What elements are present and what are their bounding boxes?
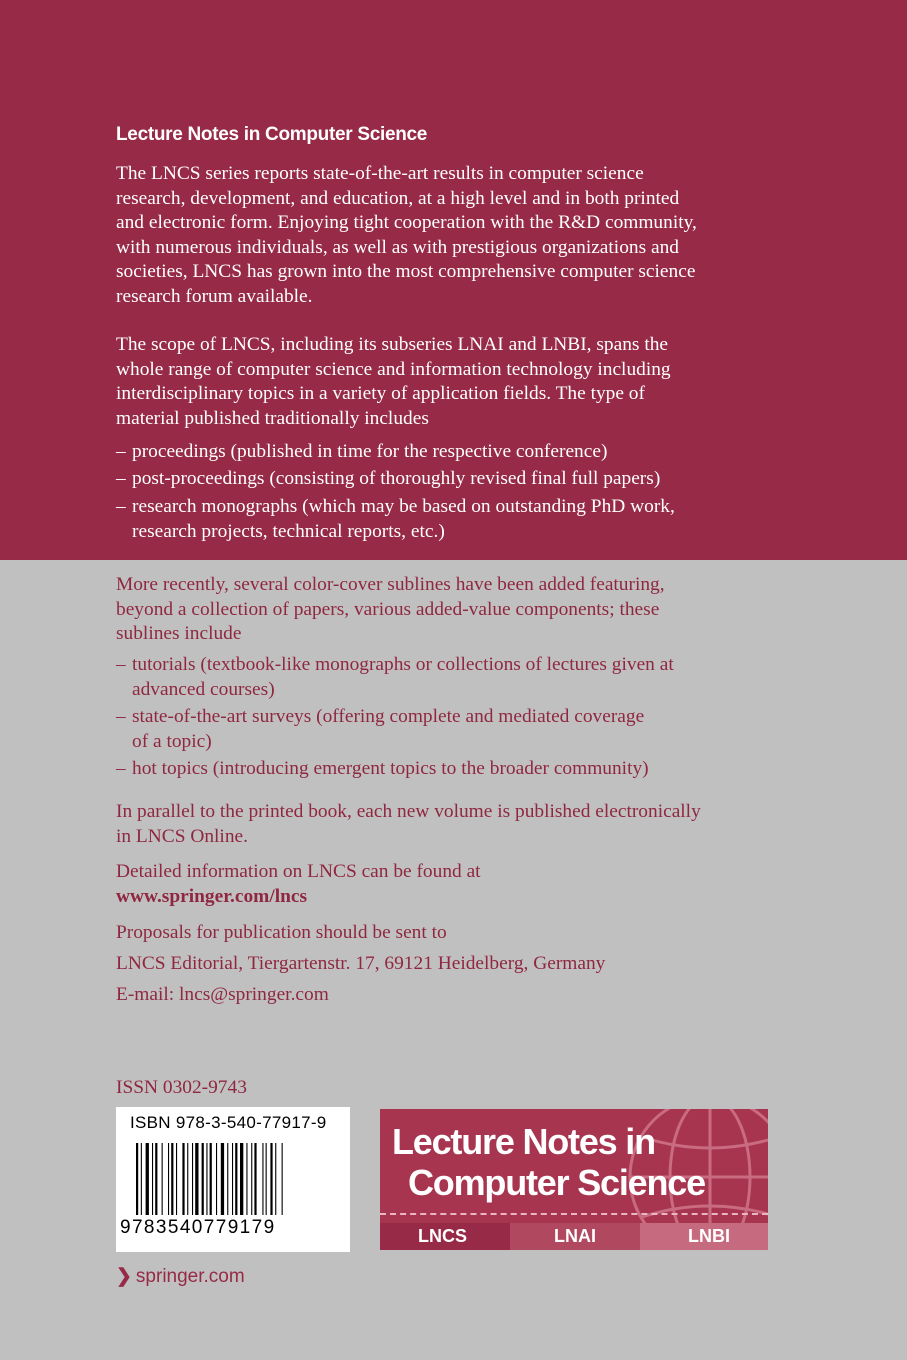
list-dash: – [116, 441, 126, 462]
publisher-link[interactable] [116, 1265, 245, 1288]
list-item-text: tutorials (textbook-like monographs or collections of lectures given at [132, 654, 674, 675]
intro-paragraph [116, 162, 796, 309]
list-item-text: hot topics (introducing emergent topics to the broader community) [132, 758, 649, 779]
subseries-lncs [380, 1223, 510, 1250]
logo-title-line2: Computer Science [408, 1162, 705, 1203]
parallel-paragraph [116, 800, 796, 849]
list-item-text: of a topic) [132, 730, 212, 752]
recent-line: More recently, several color-cover sublines have been added featuring, [116, 574, 665, 595]
subseries-lnbi [640, 1223, 768, 1250]
list-item-text: post-proceedings (consisting of thoroughly revised final full papers) [132, 468, 661, 489]
scope-line: whole range of computer science and information technology including [116, 358, 671, 380]
scope-paragraph [116, 333, 796, 431]
list-item-text: state-of-the-art surveys (offering complete and mediated coverage [132, 706, 645, 727]
detailed-line: Detailed information on LNCS can be found at [116, 861, 481, 882]
list-item-text: research monographs (which may be based on outstanding PhD work, [132, 496, 675, 517]
address-line: LNCS Editorial, Tiergartenstr. 17, 69121 Heidelberg, Germany [116, 953, 606, 974]
scope-line: interdisciplinary topics in a variety of application fields. The type of [116, 383, 645, 404]
detailed-info [116, 860, 796, 909]
intro-line: research, development, and education, at a high level and in both printed [116, 187, 680, 209]
list-item [116, 757, 816, 782]
series-heading: Lecture Notes in Computer Science [116, 124, 428, 145]
list-dash: – [116, 468, 126, 489]
recent-line: beyond a collection of papers, various added-value components; these [116, 598, 660, 620]
scope-line: material published traditionally includes [116, 407, 429, 429]
logo-divider [380, 1213, 768, 1215]
proposals-line: Proposals for publication should be sent to [116, 922, 447, 943]
subseries-label: LNCS [418, 1226, 467, 1246]
subseries-label: LNBI [688, 1226, 730, 1246]
isbn-label: ISBN 978-3-540-77917-9 [130, 1113, 327, 1132]
chevron-right-icon: ❯ [116, 1266, 132, 1287]
list-item [116, 495, 816, 544]
subseries-lnai [510, 1223, 640, 1250]
list-dash: – [116, 758, 126, 779]
list-item-text: proceedings (published in time for the respective conference) [132, 441, 608, 462]
list-item [116, 467, 816, 492]
intro-line: societies, LNCS has grown into the most comprehensive computer science [116, 261, 696, 282]
scope-line: The scope of LNCS, including its subseries LNAI and LNBI, spans the [116, 334, 669, 355]
logo-title-line1: Lecture Notes in [392, 1121, 655, 1162]
recent-paragraph [116, 573, 796, 647]
barcode [116, 1107, 350, 1252]
list-dash: – [116, 654, 126, 675]
lncs-url-link[interactable]: www.springer.com/lncs [116, 885, 308, 907]
list-item [116, 440, 816, 465]
intro-line: The LNCS series reports state-of-the-art results in computer science [116, 163, 644, 184]
parallel-line: in LNCS Online. [116, 825, 248, 847]
subseries-label: LNAI [554, 1226, 596, 1246]
intro-line: and electronic form. Enjoying tight cooperation with the R&D community, [116, 212, 697, 233]
recent-line: sublines include [116, 623, 242, 644]
list-item-text: research projects, technical reports, etc.) [132, 520, 445, 542]
intro-line: with numerous individuals, as well as with prestigious organizations and [116, 236, 679, 258]
list-dash: – [116, 706, 126, 727]
parallel-line: In parallel to the printed book, each new volume is published electronically [116, 801, 701, 822]
list-dash: – [116, 496, 126, 517]
list-item-text: advanced courses) [132, 678, 275, 700]
issn-label: ISSN 0302-9743 [116, 1077, 247, 1098]
list-item [116, 705, 816, 754]
publisher-link-text: springer.com [135, 1266, 245, 1287]
barcode-digits: 9783540779179 [120, 1217, 276, 1238]
intro-line: research forum available. [116, 285, 313, 307]
series-logo [380, 1109, 768, 1250]
list-item [116, 653, 816, 702]
email-line: E-mail: lncs@springer.com [116, 984, 329, 1005]
